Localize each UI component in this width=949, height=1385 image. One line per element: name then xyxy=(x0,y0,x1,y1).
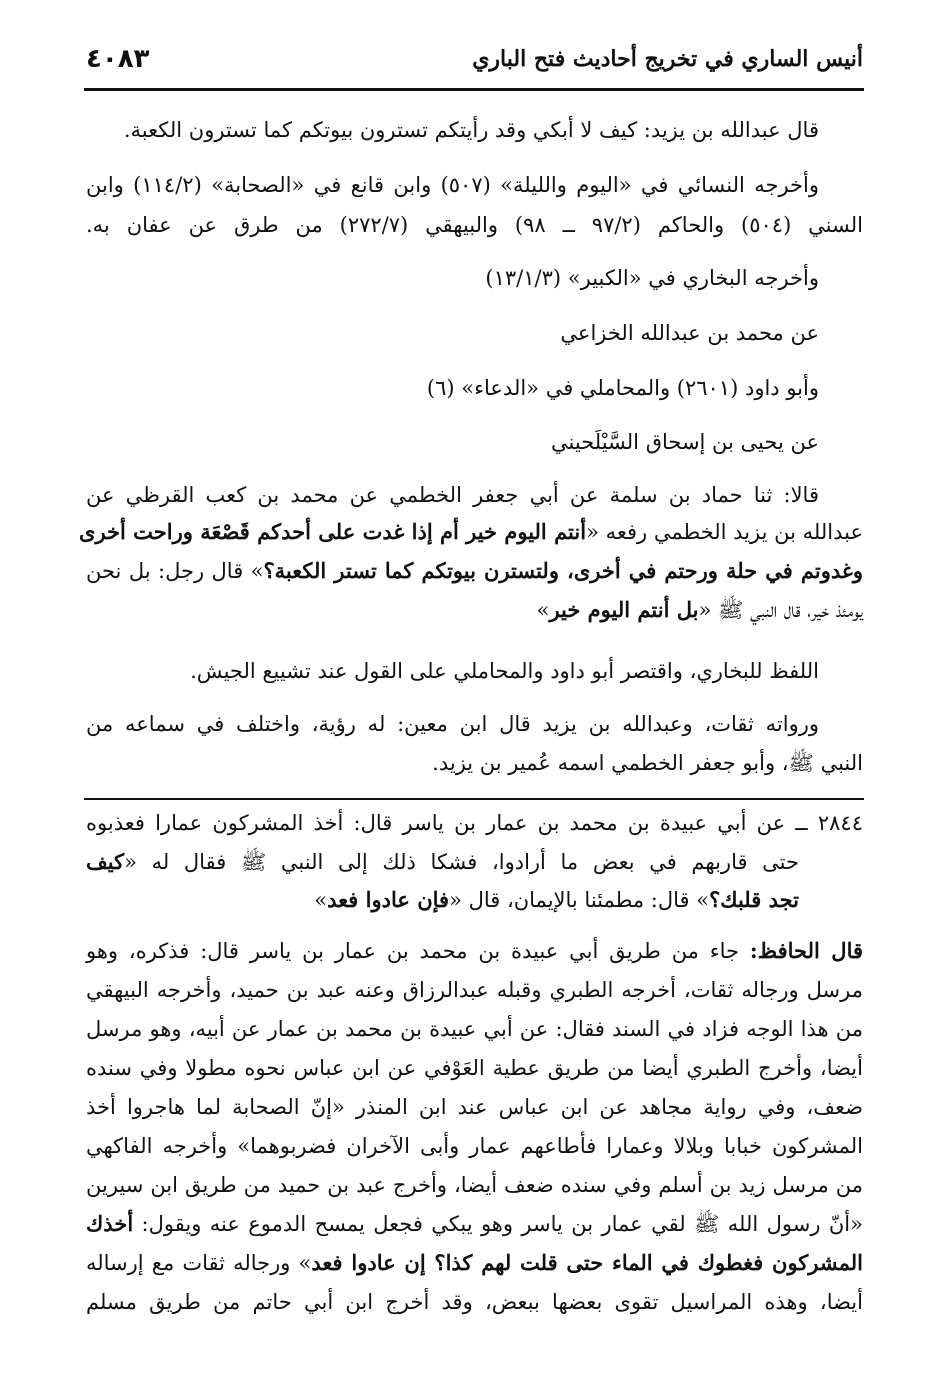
text-segment: جاء من طريق أبي عبيدة بن محمد بن عمار بن ياسر قال: فذكره، وهو xyxy=(86,939,750,963)
text-line xyxy=(432,748,863,778)
text-segment: المشركون خبابا وبلالا وعمارا فأطاعهم عمار وأبى الآخران فضربوهما» وأخرجه الفاكهي xyxy=(86,1134,863,1158)
bold-text-segment: تجد قلبك؟ xyxy=(709,887,799,912)
text-segment: من هذا الوجه فزاد في السند فقال: عن أبي عبيدة بن محمد بن عمار عن أبيه، وهو مرسل xyxy=(86,1017,863,1041)
bold-text-segment: قال الحافظ: xyxy=(749,938,864,963)
bold-text-segment: أنتم اليوم خير أم إذا غدت على أحدكم قَصْعَة وراحت أخرى xyxy=(79,519,587,544)
bold-text-segment: فإن عادوا فعد xyxy=(327,887,450,912)
text-segment: السني (٥٠٤) والحاكم (٩٧/٢ ــ ٩٨) والبيهقي (٢٧٢/٧) من طرق عن عفان به. xyxy=(86,213,863,237)
bold-text-segment: وغدوتم في حلة ورحتم في أخرى، ولتسترن بيوتكم كما تستر الكعبة؟ xyxy=(263,558,863,583)
bold-text-segment: أخذك xyxy=(86,1211,134,1236)
text-line xyxy=(86,480,819,510)
text-segment: أيضا، وأخرج الطبري أيضا من طريق عطية العَوْفي عن ابن عباس نحوه مطولا وفي سنده xyxy=(86,1056,863,1080)
text-segment: ٢٨٤٤ ــ عن أبي عبيدة بن محمد بن عمار بن ياسر قال: أخذ المشركون عمارا فعذبوه xyxy=(86,811,863,835)
text-segment: حتى قاربهم في بعض ما أرادوا، فشكا ذلك إلى النبي ﷺ فقال له « xyxy=(124,850,799,874)
text-line xyxy=(427,373,819,403)
text-segment: ورواته ثقات، وعبدالله بن يزيد قال ابن معين: له رؤية، واختلف في سماعه من xyxy=(86,712,819,736)
page-number: ٤٠٨٣ xyxy=(86,44,150,74)
text-line xyxy=(314,885,799,915)
text-line xyxy=(86,1248,863,1278)
bold-text-segment: المشركون فغطوك في الماء حتى قلت لهم كذا؟ إن عادوا فعد xyxy=(311,1250,864,1275)
text-line xyxy=(86,847,799,877)
text-line xyxy=(124,115,819,145)
text-segment: أيضا، وهذه المراسيل تقوى بعضها ببعض، وقد أخرج ابن أبي حاتم من طريق مسلم xyxy=(86,1290,863,1314)
text-line xyxy=(86,709,819,739)
text-segment: اللفظ للبخاري، واقتصر أبو داود والمحاملي على القول عند تشييع الجيش. xyxy=(190,659,819,683)
text-segment: » xyxy=(536,598,550,622)
text-line xyxy=(79,517,863,547)
text-segment: وأخرجه النسائي في «اليوم والليلة» (٥٠٧) وابن قانع في «الصحابة» (١١٤/٢) وابن xyxy=(86,173,819,197)
text-segment: وأخرجه البخاري في «الكبير» (١٣/١/٣) xyxy=(485,266,819,290)
text-line xyxy=(86,170,819,200)
text-line xyxy=(551,427,819,457)
text-segment: وأبو داود (٢٦٠١) والمحاملي في «الدعاء» (٦) xyxy=(426,376,819,400)
section-divider xyxy=(84,798,864,800)
text-line xyxy=(86,210,863,240)
text-line xyxy=(86,1053,863,1083)
text-line xyxy=(86,1209,863,1239)
text-line xyxy=(537,595,863,625)
text-segment: عبدالله بن يزيد الخطمي رفعه « xyxy=(586,520,863,544)
text-segment: «أنّ رسول الله ﷺ لقي عمار بن ياسر وهو يبكي فجعل يمسح الدموع عنه ويقول: xyxy=(133,1212,863,1236)
text-segment: النبي ﷺ، وأبو جعفر الخطمي اسمه عُمير بن يزيد. xyxy=(432,751,863,775)
text-segment: » xyxy=(314,888,328,912)
text-segment: عن محمد بن عبدالله الخزاعي xyxy=(560,321,819,345)
text-line xyxy=(560,318,819,348)
text-line xyxy=(190,656,819,686)
text-line xyxy=(86,1287,863,1317)
text-segment: مرسل ورجاله ثقات، أخرجه الطبري وقبله عبدالرزاق وعنه عبد بن حميد، وأخرجه البيهقي xyxy=(86,978,863,1002)
text-segment: عن يحيى بن إسحاق السَّيْلَحيني xyxy=(551,430,819,454)
text-line xyxy=(86,1092,863,1122)
text-line xyxy=(86,936,863,966)
bold-text-segment: كيف xyxy=(86,849,125,874)
text-line xyxy=(86,556,863,586)
text-line xyxy=(485,263,819,293)
text-segment: من مرسل زيد بن أسلم وفي سنده ضعف أيضا، وأخرج عبد بن حميد من طريق ابن سيرين xyxy=(86,1173,863,1197)
text-line xyxy=(86,1014,863,1044)
running-header-title: أنيس الساري في تخريج أحاديث فتح الباري xyxy=(472,46,863,72)
text-line xyxy=(86,1131,863,1161)
text-segment: » قال رجل: بل نحن xyxy=(86,559,264,583)
bold-text-segment: بل أنتم اليوم خير xyxy=(549,597,699,622)
header-rule xyxy=(84,88,864,91)
text-segment: » قال: مطمئنا بالإيمان، قال « xyxy=(449,888,710,912)
text-segment: ضعف، وفي رواية مجاهد عن ابن عباس عند ابن المنذر «إنّ الصحابة لما هاجروا أخذ xyxy=(86,1095,863,1119)
text-line xyxy=(86,808,863,838)
text-segment: » ورجاله ثقات مع إرساله xyxy=(86,1251,312,1275)
text-line xyxy=(86,1170,863,1200)
text-segment: قال عبدالله بن يزيد: كيف لا أبكي وقد رأيتكم تسترون بيوتكم كما تسترون الكعبة. xyxy=(123,118,819,142)
text-line xyxy=(86,975,863,1005)
text-segment: قالا: ثنا حماد بن سلمة عن أبي جعفر الخطمي عن محمد بن كعب القرظي عن xyxy=(86,483,819,507)
text-segment: يومئذ خير، قال النبي ﷺ « xyxy=(698,598,863,622)
